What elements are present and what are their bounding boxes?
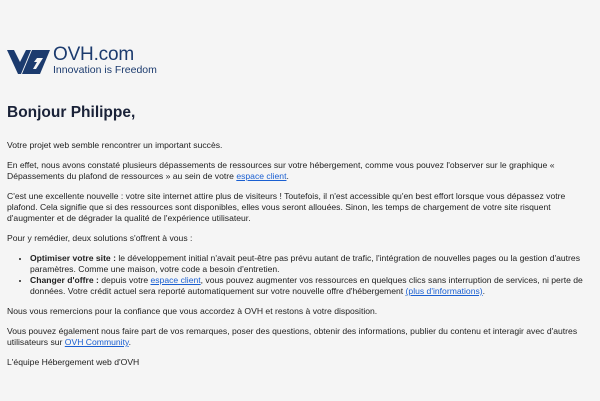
email-body <box>7 46 595 368</box>
more-info-link[interactable]: (plus d'informations) <box>405 286 483 296</box>
solutions-intro: Pour y remédier, deux solutions s'offrent à vous : <box>7 233 193 243</box>
solution-title: Changer d'offre : <box>30 275 99 285</box>
observation-paragraph <box>7 160 595 182</box>
solution-item-change-offer <box>30 275 595 297</box>
espace-client-link-2[interactable]: espace client <box>150 275 201 285</box>
solution-title: Optimiser votre site : <box>30 253 116 263</box>
espace-client-link[interactable]: espace client <box>236 171 287 181</box>
community-text: Vous pouvez également nous faire part de vos remarques, poser des questions, obtenir des informations, publier du contenu et interagir avec d'autres utilisateurs sur <box>7 326 578 347</box>
logo-tagline: Innovation is Freedom <box>53 64 157 76</box>
thanks-paragraph: Nous vous remercions pour la confiance que vous accordez à OVH et restons à votre disposition. <box>7 306 378 316</box>
logo-name: OVH.com <box>53 44 134 65</box>
explanation-paragraph: C'est une excellente nouvelle : votre site internet attire plus de visiteurs ! Toutefois, il n'est accessible qu'en best effort lorsque vous dépassez votre plafond. Cela signifie que si des ressources sont disponibles, elles vous seront allouées. Sinon, les temps de chargement de votre site risquent d'augmenter et de dégrader la qualité de l'expérience utilisateur. <box>7 191 566 223</box>
observation-end: . <box>286 171 289 181</box>
ovh-logo-icon <box>7 49 51 75</box>
signature: L'équipe Hébergement web d'OVH <box>7 357 140 367</box>
ovh-logo <box>7 46 595 78</box>
solutions-list <box>7 253 595 297</box>
ovh-community-link[interactable]: OVH Community <box>64 337 129 347</box>
community-end: . <box>128 337 132 347</box>
observation-text: En effet, nous avons constaté plusieurs dépassements de ressources sur votre hébergement, comme vous pouvez l'observer sur le graphique « Dépassements du plafond de ressources » au sein de votre <box>7 160 555 181</box>
solution-text: le développement initial n'avait peut-être pas prévu autant de trafic, l'intégration de nouvelles pages ou la gestion d'autres paramètres. Comme une maison, votre code a besoin d'entretien. <box>30 253 580 274</box>
solution-text-end: . <box>482 286 486 296</box>
intro-paragraph: Votre projet web semble rencontrer un important succès. <box>7 140 223 150</box>
solution-text-middle: , vous pouvez augmenter vos ressources en quelques clics sans interruption de services, ni perte de données. Votre crédit actuel sera reporté automatiquement sur votre nouvelle offre d'hébergement <box>30 275 583 296</box>
greeting-heading: Bonjour Philippe, <box>7 104 136 121</box>
community-paragraph <box>7 326 595 348</box>
solution-text: depuis votre <box>98 275 151 285</box>
solution-item-optimize <box>30 253 595 275</box>
